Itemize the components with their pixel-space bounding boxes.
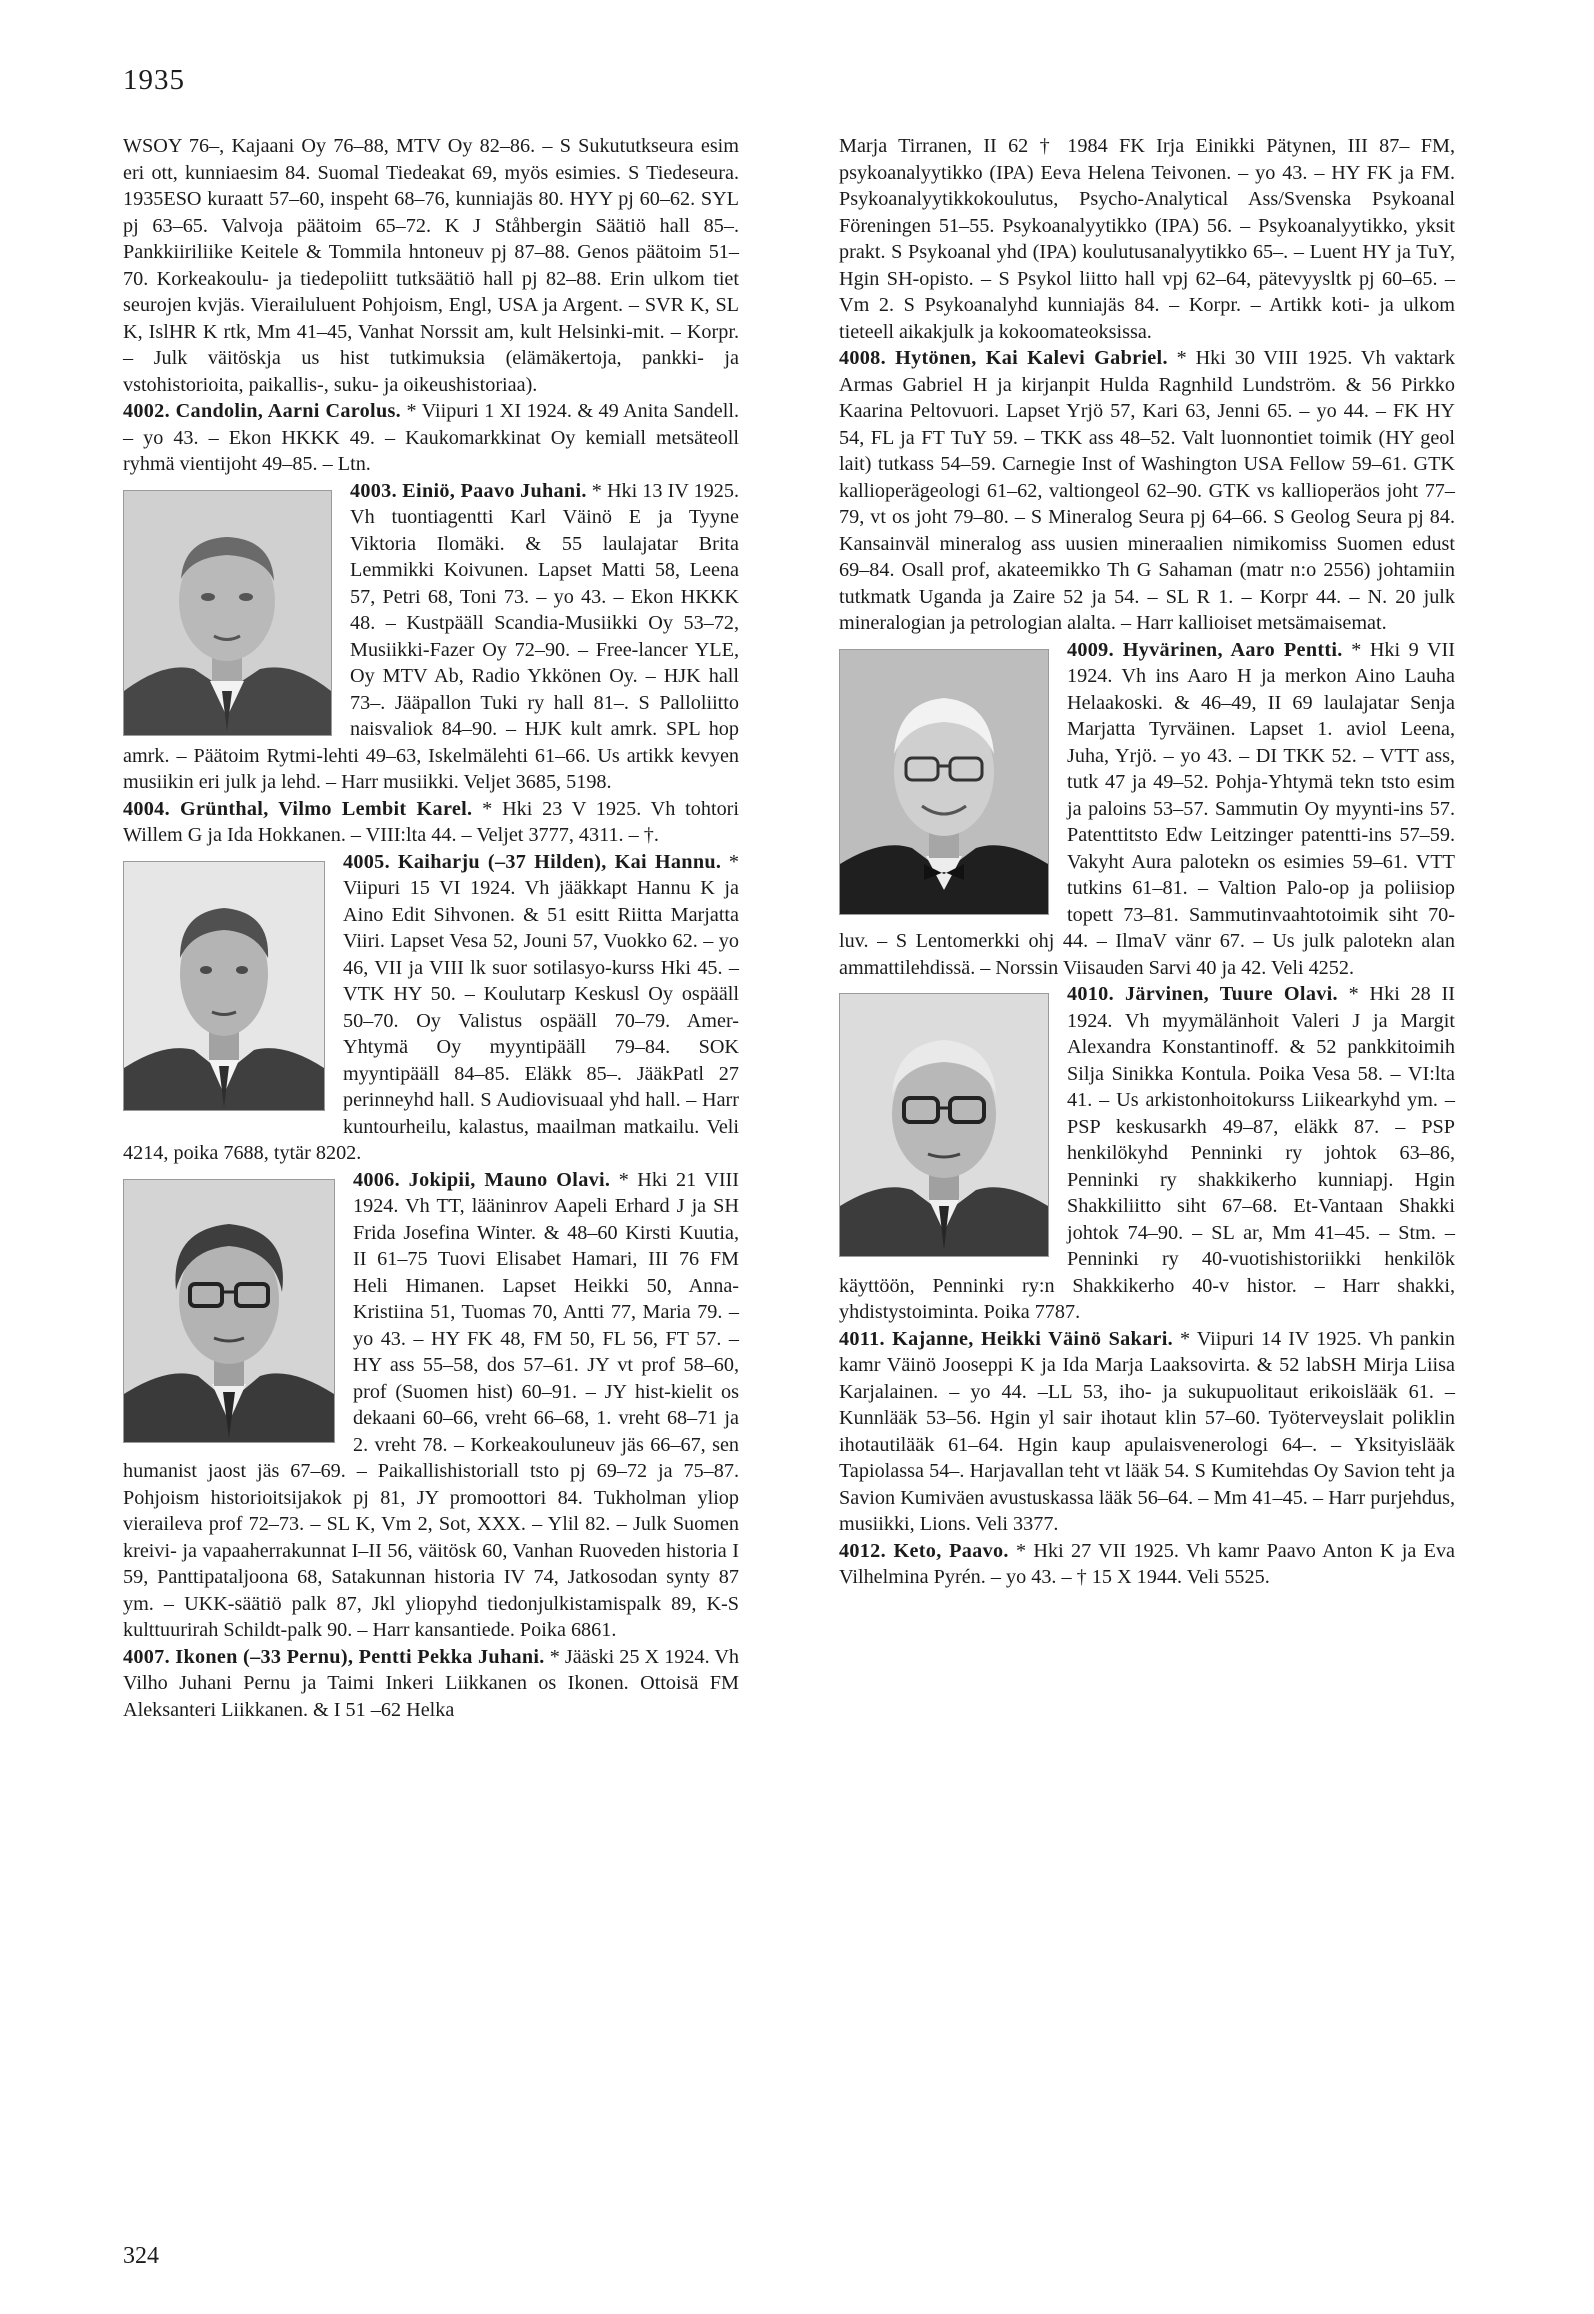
entry-text: * Hki 27 VII 1925. Vh kamr Paavo Anton K ja Eva Vilhelmina Pyrén. – yo 43. – † 15 X 1944. Veli 5525.: [839, 1539, 1456, 1588]
entry-4003: [123, 478, 739, 796]
entry-text: * Hki 9 VII 1924. Vh ins Aaro H ja merkon Aino Lauha Helaakoski. & 46–49, II 69 laulajatar Senja Marjatta Tyrväinen. Lapset 1. aviol Leena, Juha, Yrjö. – yo 43. – DI TKK 52. – VTT ass, tutk 47 ja 49–52. Pohja-Yhtymä tekn tsto esim ja paloins 53–57. Sammutin Oy myynti-ins 57. Patenttitsto Edw Leitzinger patentti-ins 57–59. Vakyht Aura palotekn os esimies 59–61. VTT tutkins 61–81. – Valtion Palo-op ja poliisiop topett 73–81. Sammutinvaahtotoimik siht 70-luv. – S Lentomerkki ohj 44. – IlmaV vänr 67. – Us julk palotekn alan ammattilehdissä. – Norssin Viisauden Sarvi 40 ja 42. Veli 4252.: [839, 638, 1455, 979]
entry-text: * Hki 13 IV 1925. Vh tuontiagentti Karl Väinö E ja Tyyne Viktoria Ilomäki. & 55 laulajatar Brita Lemmikki Koivunen. Lapset Matti 58, Leena 57, Petri 68, Toni 73. – yo 43. – Ekon HKKK 48. – Kustpääll Scandia-Musiikki Oy 53–72, Musiikki-Fazer Oy 72–90. – Free-lancer YLE, Oy MTV Ab, Radio Ykkönen Oy. – HJK hall 73–. Jääpallon Tuki ry hall 81–. S Palloliitto naisvaliok 84–90. – HJK kult amrk. SPL hop amrk. – Päätoim Rytmi-lehti 49–63, Iskelmälehti 61–66. Us artikk kevyen musiikin eri julk ja lehd. – Harr musiikki. Veljet 3685, 5198.: [123, 479, 739, 793]
entry-heading: 4007. Ikonen (–33 Pernu), Pentti Pekka Juhani.: [123, 1645, 545, 1668]
entry-4010: [839, 981, 1455, 1326]
page-year-header: 1935: [123, 64, 185, 96]
entry-heading: 4003. Einiö, Paavo Juhani.: [350, 479, 587, 502]
entry-text: * Viipuri 15 VI 1924. Vh jääkkapt Hannu K ja Aino Edit Sihvonen. & 51 esitt Riitta Marjatta Viiri. Lapset Vesa 52, Jouni 57, Vuokko 62. – yo 46, VII ja VIII lk suor sotilasyo-kurss Hki 45. – VTK HY 50. – Koulutarp Keskusl Oy ospääll 50–70. Oy Valistus ospääll 70–79. Amer-Yhtymä Oy myyntipääll 79–84. SOK myyntipääll 84–85. Eläkk 85–. JääkPatl 27 perinneyhd hall. S Audiovisuaal yhd hall. – Harr kuntourheilu, kalastus, maailman matkailu. Veli 4214, poika 7688, tytär 8202.: [123, 850, 740, 1164]
entry-4012: [839, 1538, 1455, 1591]
entry-text: * Viipuri 14 IV 1925. Vh pankin kamr Väinö Jooseppi K ja Ida Marja Laaksovirta. & 52 labSH Mirja Liisa Karjalainen. – yo 44. –LL 53, iho- ja sukupuolitaut erikoislääk 61. – Kunnlääk 53–56. Hgin yl sair ihotaut klin 57–60. Työterveyslait poliklin ihotautilääk 61–64. Hgin kaup apulaisvenerologi 64–. – Yksityislääk Tapiolassa 54–. Harjavallan teht vt lääk 54. S Kumitehdas Oy Savion teht ja Savion Kumiväen avustuskassa lääk 56–64. – Mm 41–45. – Harr purjehdus, musiikki, Lions. Veli 3377.: [839, 1327, 1455, 1535]
entry-text: * Hki 30 VIII 1925. Vh vaktark Armas Gabriel H ja kirjanpit Hulda Ragnhild Lundström. & 56 Pirkko Kaarina Peltovuori. Lapset Yrjö 57, Kari 63, Jenni 65. – yo 44. – FK HY 54, FL ja FT TuY 59. – TKK ass 48–52. Valt luonnontiet toimik (HY geol lait) tutkass 54–59. Carnegie Inst of Washington USA Fellow 59–61. GTK kallioperägeologi 61–62, valtiongeol 62–90. GTK vs kallioperäos joht 77–79, vt os joht 79–80. – S Mineralog Seura pj 64–66. S Geolog Seura pj 84. Kansainväl mineralog ass uusien mineraalien nimikomiss Suomen edust 69–84. Osall prof, akateemikko Th G Sahaman (matr n:o 2556) johtamiin tutkmatk Uganda ja Zaire 52 ja 54. – SL R 1. – Korpr 44. – N. 20 julk mineralogian ja petrologian alalta. – Harr kallioiset metsämaisemat.: [839, 347, 1455, 634]
portrait-photo: [123, 1179, 335, 1443]
entry-4005: [123, 849, 739, 1167]
entry-heading: 4010. Järvinen, Tuure Olavi.: [1067, 983, 1338, 1005]
entry-text: * Jääski 25 X 1924. Vh Vilho Juhani Pernu ja Taimi Inkeri Liikkanen os Ikonen. Ottoisä FM Aleksanteri Liikkanen. & I 51 –62 Helka: [123, 1645, 739, 1721]
entry-heading: 4011. Kajanne, Heikki Väinö Sakari.: [839, 1327, 1173, 1350]
portrait-photo: [839, 993, 1049, 1257]
entry-text: * Hki 23 V 1925. Vh tohtori Willem G ja Ida Hokkanen. – VIII:lta 44. – Veljet 3777, 4311. – †.: [123, 797, 739, 846]
entry-heading: 4008. Hytönen, Kai Kalevi Gabriel.: [839, 347, 1168, 369]
entry-4007: [123, 1644, 739, 1724]
entry-4002: [123, 398, 739, 478]
portrait-photo: [123, 861, 325, 1111]
left-column: [123, 133, 739, 1723]
entry-heading: 4002. Candolin, Aarni Carolus.: [123, 400, 401, 422]
entry-continuation-text: WSOY 76–, Kajaani Oy 76–88, MTV Oy 82–86. – S Sukututkseura esim eri ott, kunniaesim 84. Suomal Tiedeakat 69, myös esimies. S Tiedeseura. 1935ESO kuraatt 57–60, inspeht 68–76, kunniajäs 80. HYY pj 60–62. SYL pj 63–65. Valvoja päätoim 65–72. K J Ståhbergin Säätiö hall 85–. Pankkiiriliike Keitele & Tommila hntoneuv pj 87–88. Genos päätoim 51–70. Korkeakoulu- ja tiedepoliitt tutksäätiö hall pj 82–88. Erin ulkom tiet seurojen kvjäs. Vierailuluent Pohjoism, Engl, USA ja Argent. – SVR K, SL K, IslHR K rtk, Mm 41–45, Vanhat Norssit am, kult Helsinki-mit. – Korpr. – Julk väitöskja us hist tutkimuksia (elämäkertoja, pankki- ja vstohistorioita, paikallis-, suku- ja oikeushistoriaa).: [123, 135, 739, 396]
entry-4011: [839, 1326, 1455, 1538]
entry-4006: [123, 1167, 739, 1644]
entry-heading: 4012. Keto, Paavo.: [839, 1539, 1009, 1562]
portrait-photo: [123, 490, 332, 736]
page-number: 324: [123, 2243, 159, 2269]
entry-4004: [123, 796, 739, 849]
entry-heading: 4004. Grünthal, Vilmo Lembit Karel.: [123, 797, 473, 820]
entry-heading: 4005. Kaiharju (–37 Hilden), Kai Hannu.: [343, 850, 722, 873]
entry-4009: [839, 637, 1455, 982]
portrait-photo: [839, 649, 1049, 915]
entry-text: * Viipuri 1 XI 1924. & 49 Anita Sandell. – yo 43. – Ekon HKKK 49. – Kaukomarkkinat Oy kemiall metsäteoll ryhmä vientijoht 49–85. – Ltn.: [123, 400, 740, 475]
right-column: [839, 133, 1455, 1591]
entry-text: * Hki 21 VIII 1924. Vh TT, lääninrov Aapeli Erhard J ja SH Frida Josefina Winter. & 48–60 Kirsti Kuutia, II 61–75 Tuovi Elisabet Hamari, III 76 FM Heli Himanen. Lapset Heikki 50, Anna-Kristiina 51, Tuomas 70, Antti 77, Maria 79. – yo 43. – HY FK 48, FM 50, FL 56, FT 57. – HY ass 55–58, dos 57–61. JY vt prof 58–60, prof (Suomen hist) 60–91. – JY hist-kielit os dekaani 60–66, vreht 66–68, 1. vreht 68–71 ja 2. vreht 78. – Korkeakouluneuv jäs 66–67, sen humanist jaost jäs 67–69. – Paikallishistoriall tsto pj 69–72 ja 75–87. Pohjoism historioitsijakok pj 81, JY promoottori 84. Tukholman yliop vieraileva prof 72–73. – SL K, Vm 2, Sot, XXX. – Ylil 82. – Julk Suomen kreivi- ja vapaaherrakunnat I–II 56, väitösk 60, Vanhan Ruoveden historia I 59, Panttipataljoona 68, Satakunnan historia IV 74, Jatkosodan synty 87 ym. – UKK-säätiö palk 87, Jkl yliopyhd tiedonjulkistamispalk 89, K-S kulttuurirah Schildt-palk 90. – Harr kansantiede. Poika 6861.: [123, 1168, 739, 1641]
entry-heading: 4006. Jokipii, Mauno Olavi.: [353, 1168, 611, 1191]
entry-text: * Hki 28 II 1924. Vh myymälänhoit Valeri J ja Margit Alexandra Konstantinoff. & 52 pankkitoimih Silja Sinikka Kontula. Poika Vesa 58. – VI:lta 41. – Us arkistonhoitokurss Liikearkyhd ym. – PSP keskusarkh 49–87, eläkk 87. – PSP henkilökyhd Penninki ry johtok 63–86, Penninki ry shakkikerho kunniapj. Hgin Shakkiliitto siht 67–68. Et-Vantaan Shakki johtok 74–90. – SL ar, Mm 41–45. – Stm. – Penninki ry 40-vuotishistoriikki henkilök käyttöön, Penninki ry:n Shakkikerho 40-v histor. – Harr shakki, yhdistystoiminta. Poika 7787.: [839, 983, 1455, 1323]
entry-heading: 4009. Hyvärinen, Aaro Pentti.: [1067, 638, 1343, 661]
entry-continuation-text: Marja Tirranen, II 62 † 1984 FK Irja Einikki Pätynen, III 87– FM, psykoanalyytikko (IPA) Eeva Helena Teivonen. – yo 43. – HY FK ja FM. Psykoanalyytikkokoulutus, Psycho-Analytical Ass/Svenska Psykoanal Föreningen 51–55. Psykoanalyytikko (IPA) 56. – Psykoanalyytikko, yksit prakt. S Psykoanal yhd (IPA) koulutusanalyytikko 65–. – Luent HY ja TuY, Hgin SH-opisto. – S Psykol liitto hall vpj 62–64, pätevyysltk pj 60–65. – Vm 2. S Psykoanalyhd kunniajäs 84. – Korpr. – Artikk koti- ja ulkom tieteell aikakjulk ja kokoomateoksissa.: [839, 135, 1455, 343]
entry-4008: [839, 345, 1455, 637]
